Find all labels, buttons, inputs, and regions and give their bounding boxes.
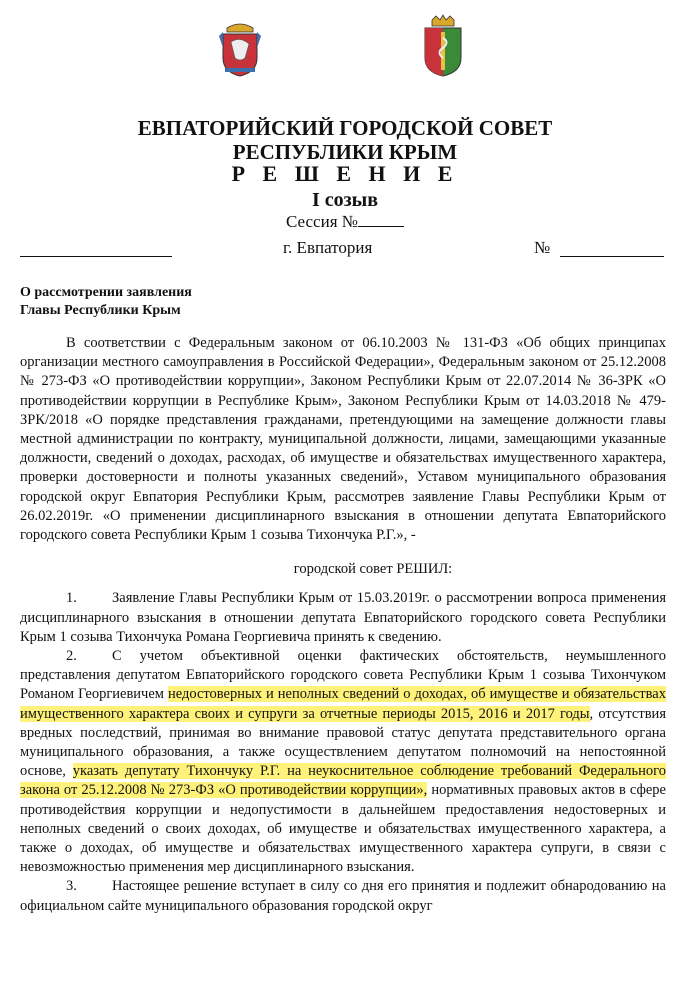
highlighted-text-a: недостоверных и неполных сведений о доходах, об имуществе и обязательствах имущественного характера своих и супруги за отчетные периоды 2015, 2016 и 2017 годы [20, 686, 666, 722]
republic-title: РЕСПУБЛИКИ КРЫМ [232, 140, 458, 164]
decision-body [20, 334, 666, 916]
item-number: 1. [66, 590, 77, 607]
highlighted-text-b: указать депутату Тихончуку Р.Г. на неукоснительное соблюдение требований Федерального закона от 25.12.2008 № 273-ФЗ «О противодействии коррупции», [20, 763, 666, 799]
decision-item-3 [20, 877, 666, 915]
session-line [0, 212, 690, 232]
subject-line-1: О рассмотрении заявления [20, 285, 192, 300]
item-number: 3. [66, 878, 77, 895]
crimea-coat-of-arms-icon [217, 18, 263, 78]
preamble-paragraph: В соответствии с Федеральным законом от 06.10.2003 № 131-ФЗ «Об общих принципах организации местного самоуправления в Российской Федерации», Федеральным законом от 25.12.2008 № 273-ФЗ «О противодействии коррупции», Законом Республики Крым от 22.07.2014 № 36-ЗРК «О противодействии коррупции в Республике Крым», Законом Республики Крым от 14.03.2018 № 479-ЗРК/2018 «О порядке представления гражданами, претендующими на замещение должности главы местной администрации по контракту, муниципальной должности, лицами, замещающими указанные должности, сведений о доходах, расходах, об имуществе и обязательствах имущественного характера, проверки достоверности и полноты указанных сведений», Уставом муниципального образования городской округ Евпатория Республики Крым, рассмотрев заявление Главы Республики Крым от 26.02.2019г. «О применении дисциплинарного взыскания в отношении депутата Евпаторийского городского совета Республики Крым 1 созыва Тихончука Р.Г.», - [20, 335, 666, 544]
number-blank-line [560, 256, 664, 257]
subject-line-2: Главы Республики Крым [20, 303, 181, 318]
decision-item-2 [20, 647, 666, 877]
item-text: Настоящее решение вступает в силу со дня его принятия и подлежит обнародованию на официальном сайте муниципального образования городской округ [20, 878, 666, 914]
item-text-part-c: нормативных правовых актов в сфере противодействия коррупции и недопустимости в дальнейшем предоставления недостоверных и неполных сведений о своих доходах, об имуществе и обязательствах имущественного характера, а также о доходах, об имуществе и обязательствах имущественного характера супруги, в связи с невозможностью применения мер дисциплинарного взыскания. [20, 782, 666, 876]
decision-item-1 [20, 589, 666, 647]
convocation-title: I созыв [311, 189, 379, 211]
item-text-part-a: С учетом объективной оценки фактических обстоятельств, неумышленного представления депутатом Евпаторийского городского совета Республики Крым 1 созыва Тихончуком Романом Георгиевичем [20, 648, 666, 703]
item-text: Заявление Главы Республики Крым от 15.03.2019г. о рассмотрении вопроса применения дисциплинарного взыскания в отношении депутата Евпаторийского городского совета Республики Крым 1 созыва Тихончука Романа Георгиевича принять к сведению. [20, 590, 666, 645]
item-number: 2. [66, 648, 77, 665]
city-label: г. Евпатория [283, 238, 373, 257]
session-label: Сессия № [286, 212, 358, 231]
document-type-title: Р Е Ш Е Н И Е [231, 161, 459, 186]
item-text-part-b: , отсутствия вредных последствий, принимая во внимание правовой статус депутата представительного органа муниципального образования, а также осуществлением депутатом полномочий на непостоянной основе, [20, 705, 666, 780]
decision-subject [20, 284, 192, 320]
council-decided-heading: городской совет РЕШИЛ: [293, 561, 453, 578]
evpatoria-coat-of-arms-icon [422, 14, 464, 78]
number-label: № [534, 238, 551, 257]
council-title: ЕВПАТОРИЙСКИЙ ГОРОДСКОЙ СОВЕТ [137, 116, 553, 140]
date-blank-line [20, 256, 172, 257]
session-number-blank [358, 212, 404, 227]
